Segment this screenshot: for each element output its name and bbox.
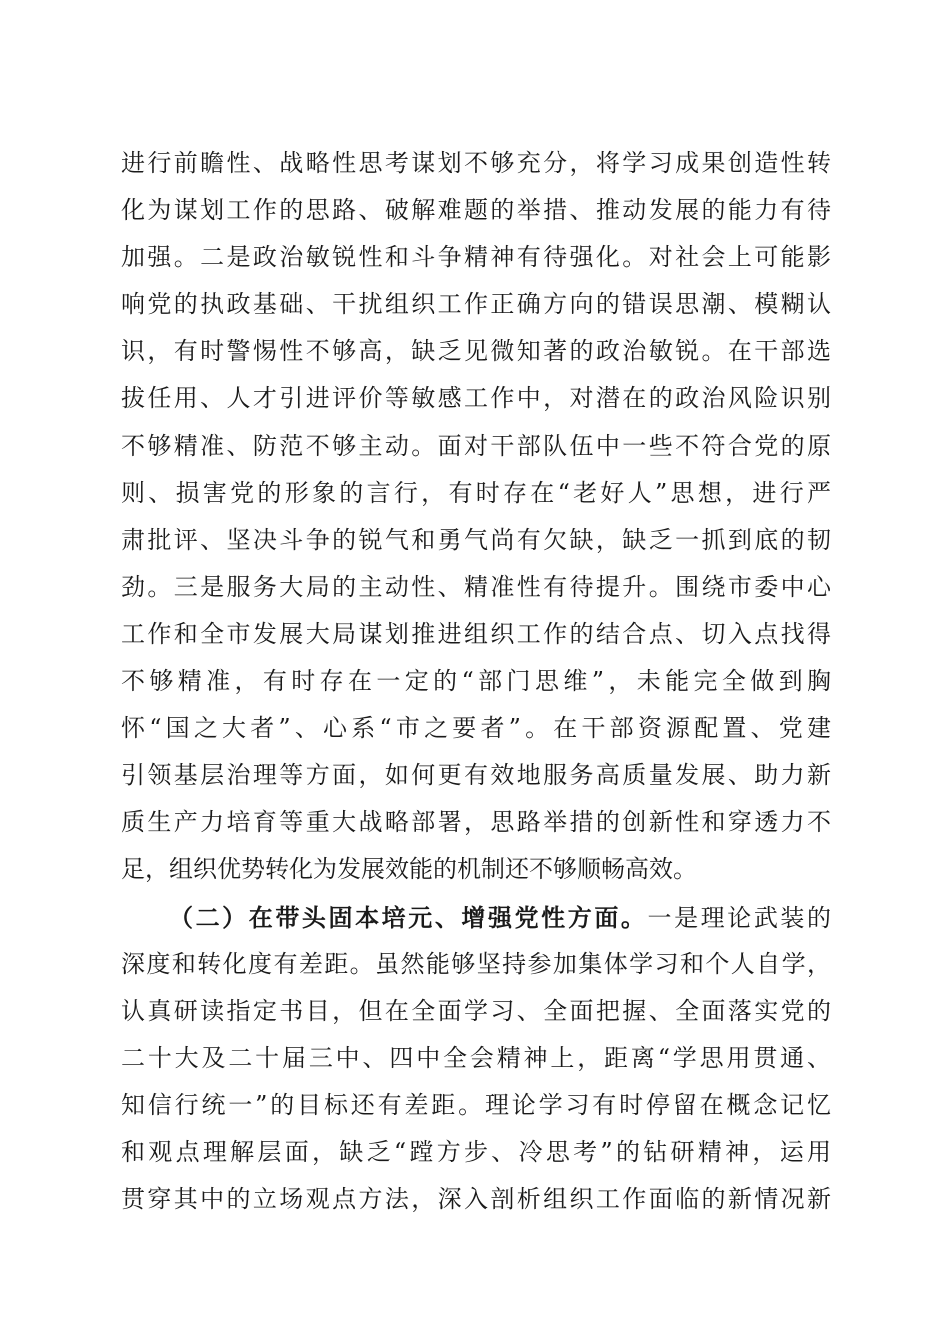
paragraph-2-line: 贯穿其中的立场观点方法，深入剖析组织工作面临的新情况新 [121, 1185, 831, 1214]
paragraph-1-line: 进行前瞻性、战略性思考谋划不够充分，将学习成果创造性转 [121, 149, 831, 177]
paragraph-1-line: 拔任用、人才引进评价等敏感工作中，对潜在的政治风险识别 [121, 384, 831, 413]
paragraph-1-line: 加强。二是政治敏锐性和斗争精神有待强化。对社会上可能影 [121, 243, 831, 272]
paragraph-1-line: 引领基层治理等方面，如何更有效地服务高质量发展、助力新 [121, 761, 831, 790]
paragraph-1-line: 不够精准、防范不够主动。面对干部队伍中一些不符合党的原 [121, 431, 831, 460]
paragraph-1-line: 则、损害党的形象的言行，有时存在“老好人”思想，进行严 [121, 478, 831, 507]
paragraph-2-line: 深度和转化度有差距。虽然能够坚持参加集体学习和个人自学， [121, 949, 831, 978]
paragraph-1-line: 响党的执政基础、干扰组织工作正确方向的错误思潮、模糊认 [121, 290, 831, 319]
paragraph-1-line: 化为谋划工作的思路、破解难题的举措、推动发展的能力有待 [121, 196, 831, 225]
paragraph-1 [121, 140, 831, 894]
paragraph-2-line: 二十大及二十届三中、四中全会精神上，距离“学思用贯通、 [121, 1043, 831, 1072]
paragraph-1-line: 质生产力培育等重大战略部署，思路举措的创新性和穿透力不 [121, 808, 831, 837]
paragraph-1-line: 足，组织优势转化为发展效能的机制还不够顺畅高效。 [121, 855, 697, 884]
paragraph-2 [121, 894, 831, 1224]
paragraph-2-first-line [121, 894, 831, 941]
paragraph-1-line: 不够精准，有时存在一定的“部门思维”，未能完全做到胸 [121, 667, 831, 696]
paragraph-1-line: 劲。三是服务大局的主动性、精准性有待提升。围绕市委中心 [121, 572, 831, 601]
paragraph-1-line: 识，有时警惕性不够高，缺乏见微知著的政治敏锐。在干部选 [121, 337, 831, 366]
paragraph-1-line: 肃批评、坚决斗争的锐气和勇气尚有欠缺，缺乏一抓到底的韧 [121, 525, 831, 554]
paragraph-2-line: 知信行统一”的目标还有差距。理论学习有时停留在概念记忆 [121, 1090, 831, 1119]
paragraph-2-first-line-text: 一是理论武装的 [647, 903, 831, 932]
paragraph-2-line: 和观点理解层面，缺乏“蹚方步、冷思考”的钻研精神，运用 [121, 1137, 831, 1166]
section-heading: （二）在带头固本培元、增强党性方面。 [169, 902, 648, 932]
paragraph-2-line: 认真研读指定书目，但在全面学习、全面把握、全面落实党的 [121, 996, 831, 1025]
paragraph-1-line: 怀“国之大者”、心系“市之要者”。在干部资源配置、党建 [121, 714, 831, 743]
paragraph-1-line: 工作和全市发展大局谋划推进组织工作的结合点、切入点找得 [121, 619, 831, 648]
document-body [121, 140, 831, 1223]
